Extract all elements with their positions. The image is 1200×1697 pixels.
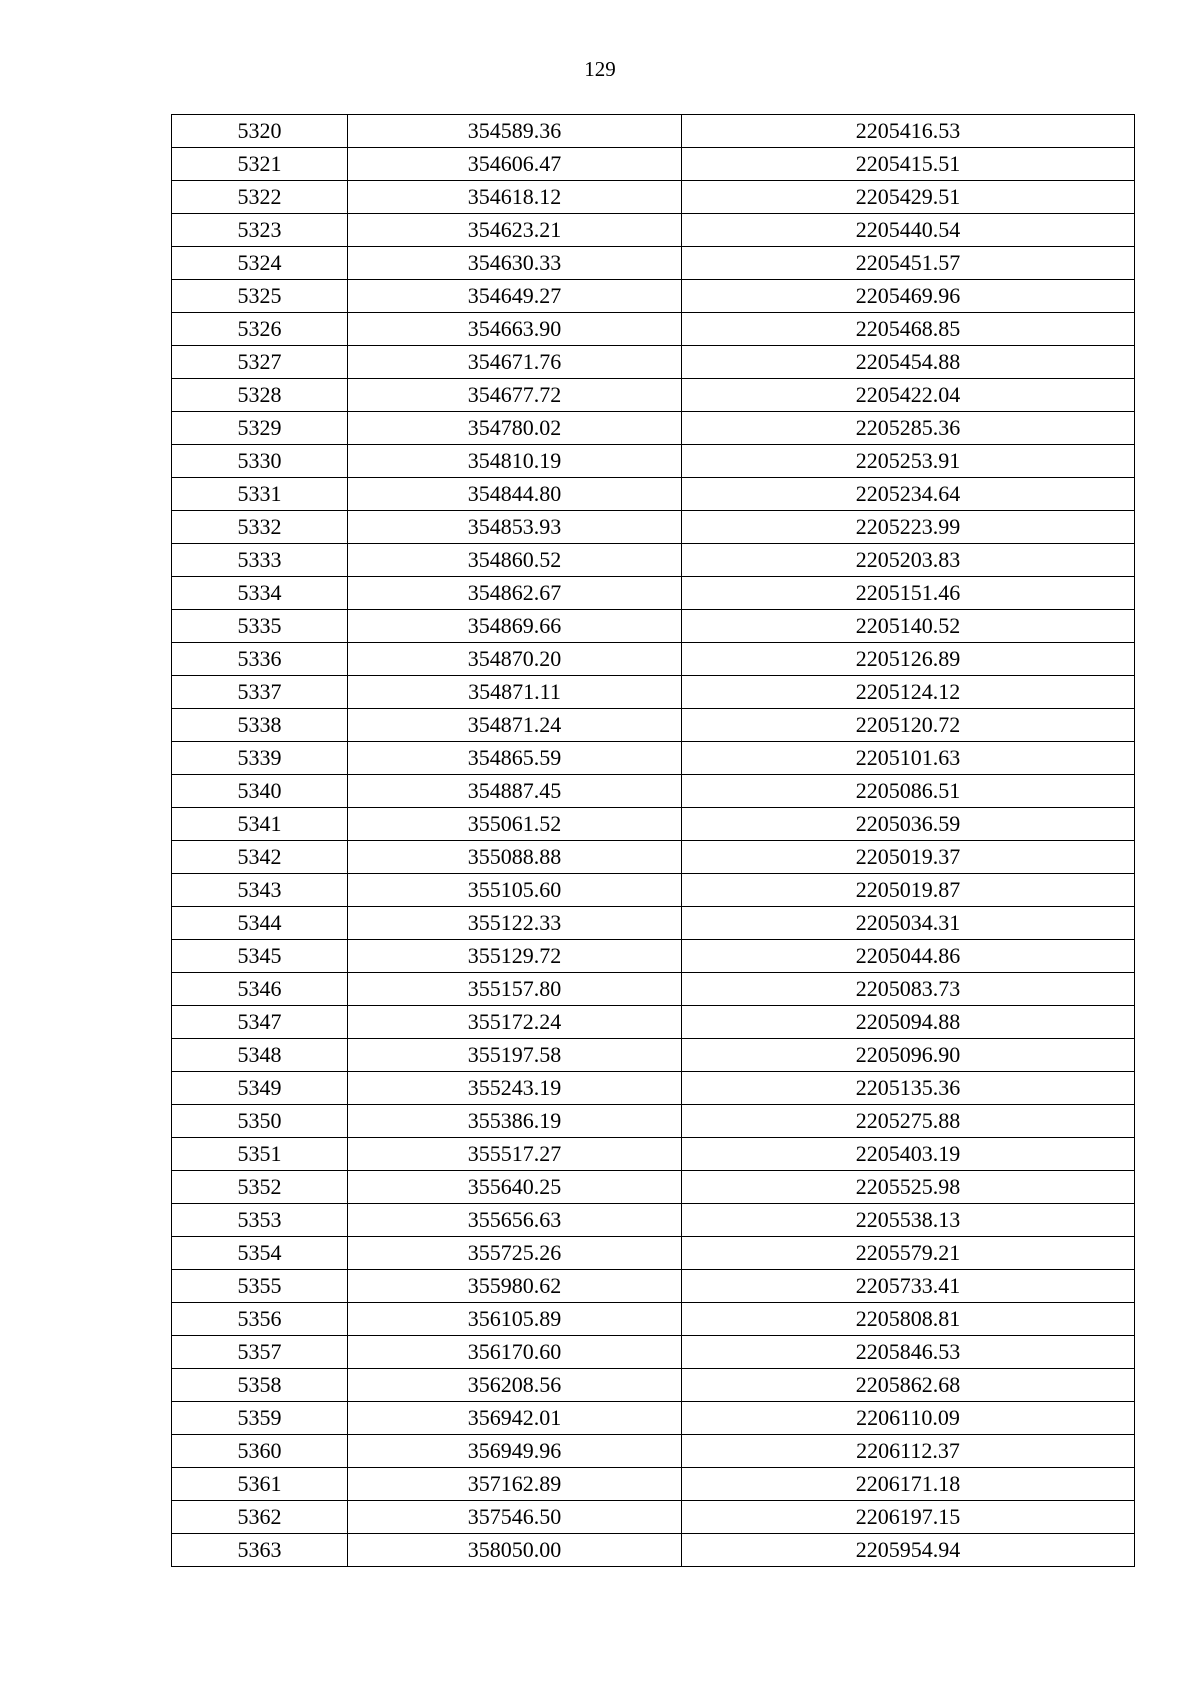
table-row <box>172 1534 1135 1567</box>
y-coordinate-cell: 2205403.19 <box>682 1138 1135 1171</box>
table-row <box>172 676 1135 709</box>
y-coordinate-cell: 2205094.88 <box>682 1006 1135 1039</box>
table-row <box>172 1303 1135 1336</box>
point-number-cell: 5320 <box>172 115 348 148</box>
y-coordinate-cell: 2205422.04 <box>682 379 1135 412</box>
point-number-cell: 5344 <box>172 907 348 940</box>
x-coordinate-cell: 355157.80 <box>348 973 682 1006</box>
table-row <box>172 1171 1135 1204</box>
table-row <box>172 1072 1135 1105</box>
x-coordinate-cell: 354780.02 <box>348 412 682 445</box>
table-row <box>172 1369 1135 1402</box>
point-number-cell: 5337 <box>172 676 348 709</box>
point-number-cell: 5325 <box>172 280 348 313</box>
y-coordinate-cell: 2205285.36 <box>682 412 1135 445</box>
table-row <box>172 1435 1135 1468</box>
y-coordinate-cell: 2206197.15 <box>682 1501 1135 1534</box>
x-coordinate-cell: 354618.12 <box>348 181 682 214</box>
y-coordinate-cell: 2205126.89 <box>682 643 1135 676</box>
table-row <box>172 841 1135 874</box>
y-coordinate-cell: 2205416.53 <box>682 115 1135 148</box>
point-number-cell: 5323 <box>172 214 348 247</box>
y-coordinate-cell: 2205203.83 <box>682 544 1135 577</box>
point-number-cell: 5341 <box>172 808 348 841</box>
x-coordinate-cell: 354853.93 <box>348 511 682 544</box>
point-number-cell: 5328 <box>172 379 348 412</box>
point-number-cell: 5356 <box>172 1303 348 1336</box>
y-coordinate-cell: 2205429.51 <box>682 181 1135 214</box>
x-coordinate-cell: 354810.19 <box>348 445 682 478</box>
point-number-cell: 5324 <box>172 247 348 280</box>
x-coordinate-cell: 354865.59 <box>348 742 682 775</box>
x-coordinate-cell: 354623.21 <box>348 214 682 247</box>
x-coordinate-cell: 354589.36 <box>348 115 682 148</box>
y-coordinate-cell: 2206110.09 <box>682 1402 1135 1435</box>
x-coordinate-cell: 355105.60 <box>348 874 682 907</box>
point-number-cell: 5346 <box>172 973 348 1006</box>
table-row <box>172 1237 1135 1270</box>
y-coordinate-cell: 2205124.12 <box>682 676 1135 709</box>
point-number-cell: 5322 <box>172 181 348 214</box>
point-number-cell: 5343 <box>172 874 348 907</box>
x-coordinate-cell: 354649.27 <box>348 280 682 313</box>
y-coordinate-cell: 2205101.63 <box>682 742 1135 775</box>
y-coordinate-cell: 2205525.98 <box>682 1171 1135 1204</box>
y-coordinate-cell: 2205086.51 <box>682 775 1135 808</box>
x-coordinate-cell: 355517.27 <box>348 1138 682 1171</box>
x-coordinate-cell: 354862.67 <box>348 577 682 610</box>
point-number-cell: 5362 <box>172 1501 348 1534</box>
point-number-cell: 5340 <box>172 775 348 808</box>
table-row <box>172 1336 1135 1369</box>
y-coordinate-cell: 2205083.73 <box>682 973 1135 1006</box>
table-row <box>172 1270 1135 1303</box>
y-coordinate-cell: 2205579.21 <box>682 1237 1135 1270</box>
y-coordinate-cell: 2205019.37 <box>682 841 1135 874</box>
x-coordinate-cell: 354671.76 <box>348 346 682 379</box>
point-number-cell: 5358 <box>172 1369 348 1402</box>
x-coordinate-cell: 357162.89 <box>348 1468 682 1501</box>
y-coordinate-cell: 2205036.59 <box>682 808 1135 841</box>
x-coordinate-cell: 355386.19 <box>348 1105 682 1138</box>
y-coordinate-cell: 2205223.99 <box>682 511 1135 544</box>
point-number-cell: 5349 <box>172 1072 348 1105</box>
x-coordinate-cell: 355172.24 <box>348 1006 682 1039</box>
y-coordinate-cell: 2205454.88 <box>682 346 1135 379</box>
x-coordinate-cell: 356105.89 <box>348 1303 682 1336</box>
point-number-cell: 5332 <box>172 511 348 544</box>
table-row <box>172 940 1135 973</box>
x-coordinate-cell: 357546.50 <box>348 1501 682 1534</box>
x-coordinate-cell: 354871.24 <box>348 709 682 742</box>
point-number-cell: 5339 <box>172 742 348 775</box>
x-coordinate-cell: 355129.72 <box>348 940 682 973</box>
x-coordinate-cell: 355725.26 <box>348 1237 682 1270</box>
point-number-cell: 5359 <box>172 1402 348 1435</box>
y-coordinate-cell: 2205034.31 <box>682 907 1135 940</box>
table-row <box>172 247 1135 280</box>
table-row <box>172 181 1135 214</box>
x-coordinate-cell: 355088.88 <box>348 841 682 874</box>
point-number-cell: 5350 <box>172 1105 348 1138</box>
x-coordinate-cell: 356208.56 <box>348 1369 682 1402</box>
y-coordinate-cell: 2206171.18 <box>682 1468 1135 1501</box>
point-number-cell: 5345 <box>172 940 348 973</box>
table-row <box>172 346 1135 379</box>
y-coordinate-cell: 2205096.90 <box>682 1039 1135 1072</box>
y-coordinate-cell: 2205275.88 <box>682 1105 1135 1138</box>
y-coordinate-cell: 2205862.68 <box>682 1369 1135 1402</box>
x-coordinate-cell: 358050.00 <box>348 1534 682 1567</box>
y-coordinate-cell: 2205151.46 <box>682 577 1135 610</box>
point-number-cell: 5347 <box>172 1006 348 1039</box>
x-coordinate-cell: 355122.33 <box>348 907 682 940</box>
table-row <box>172 709 1135 742</box>
table-row <box>172 280 1135 313</box>
table-row <box>172 643 1135 676</box>
point-number-cell: 5329 <box>172 412 348 445</box>
table-row <box>172 1204 1135 1237</box>
table-row <box>172 577 1135 610</box>
table-row <box>172 214 1135 247</box>
coordinates-table-body <box>172 115 1135 1567</box>
point-number-cell: 5360 <box>172 1435 348 1468</box>
y-coordinate-cell: 2205415.51 <box>682 148 1135 181</box>
x-coordinate-cell: 355243.19 <box>348 1072 682 1105</box>
y-coordinate-cell: 2205954.94 <box>682 1534 1135 1567</box>
y-coordinate-cell: 2205846.53 <box>682 1336 1135 1369</box>
x-coordinate-cell: 356942.01 <box>348 1402 682 1435</box>
point-number-cell: 5352 <box>172 1171 348 1204</box>
x-coordinate-cell: 355640.25 <box>348 1171 682 1204</box>
point-number-cell: 5357 <box>172 1336 348 1369</box>
table-row <box>172 1402 1135 1435</box>
point-number-cell: 5331 <box>172 478 348 511</box>
y-coordinate-cell: 2205538.13 <box>682 1204 1135 1237</box>
x-coordinate-cell: 355061.52 <box>348 808 682 841</box>
y-coordinate-cell: 2205733.41 <box>682 1270 1135 1303</box>
y-coordinate-cell: 2205469.96 <box>682 280 1135 313</box>
y-coordinate-cell: 2205140.52 <box>682 610 1135 643</box>
x-coordinate-cell: 354606.47 <box>348 148 682 181</box>
point-number-cell: 5321 <box>172 148 348 181</box>
y-coordinate-cell: 2205451.57 <box>682 247 1135 280</box>
x-coordinate-cell: 356170.60 <box>348 1336 682 1369</box>
point-number-cell: 5363 <box>172 1534 348 1567</box>
point-number-cell: 5333 <box>172 544 348 577</box>
point-number-cell: 5327 <box>172 346 348 379</box>
page-number: 129 <box>584 57 616 81</box>
x-coordinate-cell: 355197.58 <box>348 1039 682 1072</box>
table-row <box>172 478 1135 511</box>
x-coordinate-cell: 354844.80 <box>348 478 682 511</box>
table-row <box>172 445 1135 478</box>
y-coordinate-cell: 2205135.36 <box>682 1072 1135 1105</box>
coordinates-table <box>171 114 1135 1567</box>
table-row <box>172 1006 1135 1039</box>
y-coordinate-cell: 2205440.54 <box>682 214 1135 247</box>
x-coordinate-cell: 354663.90 <box>348 313 682 346</box>
point-number-cell: 5348 <box>172 1039 348 1072</box>
x-coordinate-cell: 354677.72 <box>348 379 682 412</box>
table-row <box>172 313 1135 346</box>
point-number-cell: 5342 <box>172 841 348 874</box>
y-coordinate-cell: 2205808.81 <box>682 1303 1135 1336</box>
point-number-cell: 5326 <box>172 313 348 346</box>
x-coordinate-cell: 356949.96 <box>348 1435 682 1468</box>
y-coordinate-cell: 2205019.87 <box>682 874 1135 907</box>
table-row <box>172 1468 1135 1501</box>
point-number-cell: 5361 <box>172 1468 348 1501</box>
point-number-cell: 5336 <box>172 643 348 676</box>
x-coordinate-cell: 354870.20 <box>348 643 682 676</box>
table-row <box>172 1138 1135 1171</box>
point-number-cell: 5355 <box>172 1270 348 1303</box>
point-number-cell: 5354 <box>172 1237 348 1270</box>
point-number-cell: 5335 <box>172 610 348 643</box>
table-row <box>172 544 1135 577</box>
y-coordinate-cell: 2205044.86 <box>682 940 1135 973</box>
x-coordinate-cell: 354887.45 <box>348 775 682 808</box>
y-coordinate-cell: 2205234.64 <box>682 478 1135 511</box>
point-number-cell: 5338 <box>172 709 348 742</box>
x-coordinate-cell: 354871.11 <box>348 676 682 709</box>
y-coordinate-cell: 2206112.37 <box>682 1435 1135 1468</box>
table-row <box>172 1501 1135 1534</box>
table-row <box>172 1105 1135 1138</box>
x-coordinate-cell: 355656.63 <box>348 1204 682 1237</box>
y-coordinate-cell: 2205468.85 <box>682 313 1135 346</box>
table-row <box>172 808 1135 841</box>
table-row <box>172 379 1135 412</box>
table-row <box>172 511 1135 544</box>
table-row <box>172 115 1135 148</box>
point-number-cell: 5351 <box>172 1138 348 1171</box>
table-row <box>172 1039 1135 1072</box>
table-row <box>172 907 1135 940</box>
table-row <box>172 412 1135 445</box>
point-number-cell: 5334 <box>172 577 348 610</box>
table-row <box>172 610 1135 643</box>
x-coordinate-cell: 354860.52 <box>348 544 682 577</box>
table-row <box>172 874 1135 907</box>
table-row <box>172 775 1135 808</box>
x-coordinate-cell: 355980.62 <box>348 1270 682 1303</box>
point-number-cell: 5330 <box>172 445 348 478</box>
x-coordinate-cell: 354869.66 <box>348 610 682 643</box>
table-row <box>172 148 1135 181</box>
x-coordinate-cell: 354630.33 <box>348 247 682 280</box>
y-coordinate-cell: 2205253.91 <box>682 445 1135 478</box>
point-number-cell: 5353 <box>172 1204 348 1237</box>
table-row <box>172 742 1135 775</box>
y-coordinate-cell: 2205120.72 <box>682 709 1135 742</box>
table-row <box>172 973 1135 1006</box>
